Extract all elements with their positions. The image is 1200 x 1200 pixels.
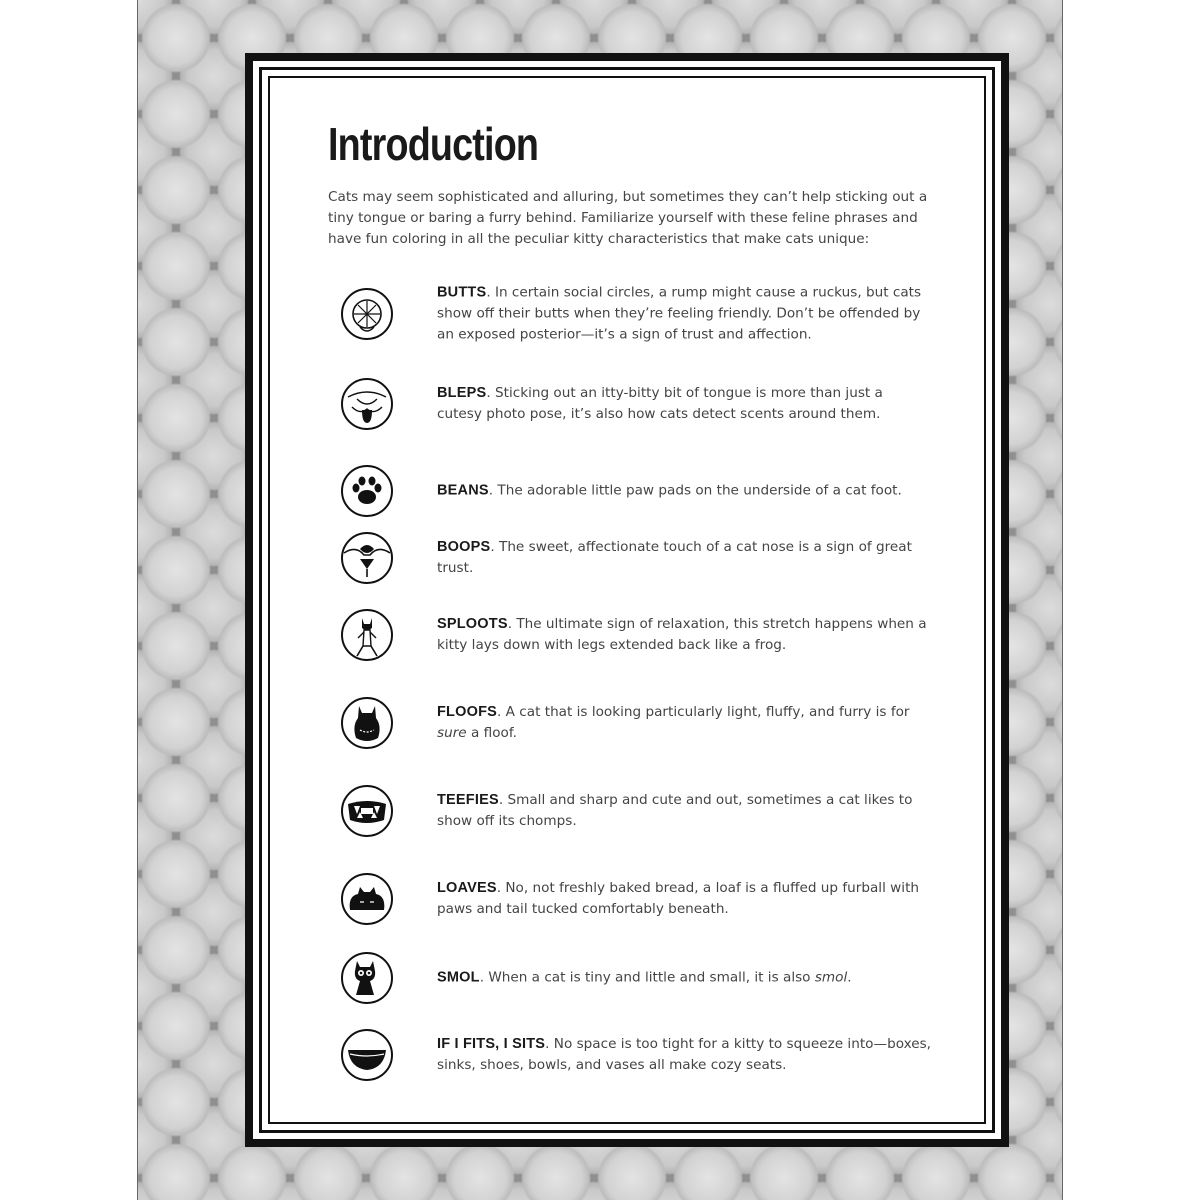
entry-definition: . When a cat is tiny and little and small, it is also [479, 969, 815, 986]
entry-term: BEANS [437, 482, 489, 499]
entry-description [437, 383, 932, 425]
glossary-entry-sploots [328, 599, 938, 671]
entry-term: BUTTS [437, 284, 487, 301]
entry-description [437, 614, 932, 656]
glossary-entry-beans [328, 455, 938, 527]
entry-term: IF I FITS, I SITS [437, 1036, 546, 1052]
entry-definition-end: a floof. [466, 725, 517, 741]
entry-description [437, 702, 932, 744]
glossary-entry-loaves [328, 863, 938, 935]
entry-emphasis: sure [437, 725, 467, 741]
entry-definition: . Sticking out an itty-bitty bit of tongue is more than just a cutesy photo pose, it’s also how cats detect scents around them. [437, 385, 883, 422]
glossary-entry-floofs [328, 687, 938, 759]
entry-definition: . Small and sharp and cute and out, sometimes a cat likes to show off its chomps. [437, 792, 913, 829]
entry-term: LOAVES [437, 880, 497, 896]
entry-term: FLOOFS [437, 704, 498, 720]
entry-description [437, 968, 932, 989]
entry-term: SPLOOTS [437, 616, 508, 632]
glossary-entry-if-i-fits [328, 1019, 938, 1091]
entry-description [437, 790, 932, 832]
entry-term: BLEPS [437, 385, 487, 401]
entry-definition: . No space is too tight for a kitty to squeeze into—boxes, sinks, shoes, bowls, and vases all make cozy seats. [437, 1036, 931, 1073]
entry-description [437, 878, 932, 920]
cat-in-bowl-icon [340, 1028, 394, 1082]
entry-description [437, 1034, 932, 1076]
cat-loaf-icon [340, 872, 394, 926]
paw-print-icon [340, 464, 394, 518]
entry-emphasis: smol [814, 969, 848, 986]
entry-definition: . No, not freshly baked bread, a loaf is a fluffed up furball with paws and tail tucked comfortably beneath. [437, 880, 920, 917]
entry-term: TEEFIES [437, 792, 499, 808]
glossary-entry-teefies [328, 775, 938, 847]
entry-term: BOOPS [437, 539, 491, 555]
entry-description [437, 283, 932, 346]
entry-definition: . The ultimate sign of relaxation, this stretch happens when a kitty lays down with legs extended back like a frog. [437, 616, 927, 653]
entry-description [437, 537, 932, 579]
small-kitten-icon [340, 951, 394, 1005]
entry-definition: . The sweet, affectionate touch of a cat nose is a sign of great trust. [437, 539, 912, 576]
cat-teeth-icon [340, 784, 394, 838]
intro-paragraph: Cats may seem sophisticated and alluring, but sometimes they can’t help sticking out a tiny tongue or baring a furry behind. Familiarize yourself with these feline phrases and have fun coloring in all the peculiar kitty characteristics that make cats unique: [328, 189, 928, 247]
entry-term: SMOL [437, 969, 480, 986]
entry-definition: . In certain social circles, a rump might cause a ruckus, but cats show off their butts when they’re feeling friendly. Don’t be offended by an exposed posterior—it’s a sign of trust and affection. [437, 284, 922, 343]
page-title: Introduction [328, 118, 539, 170]
splooting-cat-icon [340, 608, 394, 662]
glossary-entry-butts [328, 278, 938, 350]
glossary-entry-smol [328, 942, 938, 1014]
cat-butt-icon [340, 287, 394, 341]
cat-nose-icon [340, 531, 394, 585]
fluffy-cat-icon [340, 696, 394, 750]
glossary-entry-bleps [328, 368, 938, 440]
cat-tongue-icon [340, 377, 394, 431]
entry-definition: . A cat that is looking particularly light, fluffy, and furry is for [497, 704, 910, 720]
entry-description [437, 481, 932, 502]
intro-section [328, 115, 938, 250]
glossary-entry-boops [328, 522, 938, 594]
entry-definition-end: . [847, 969, 852, 986]
entry-definition: . The adorable little paw pads on the underside of a cat foot. [488, 482, 902, 499]
